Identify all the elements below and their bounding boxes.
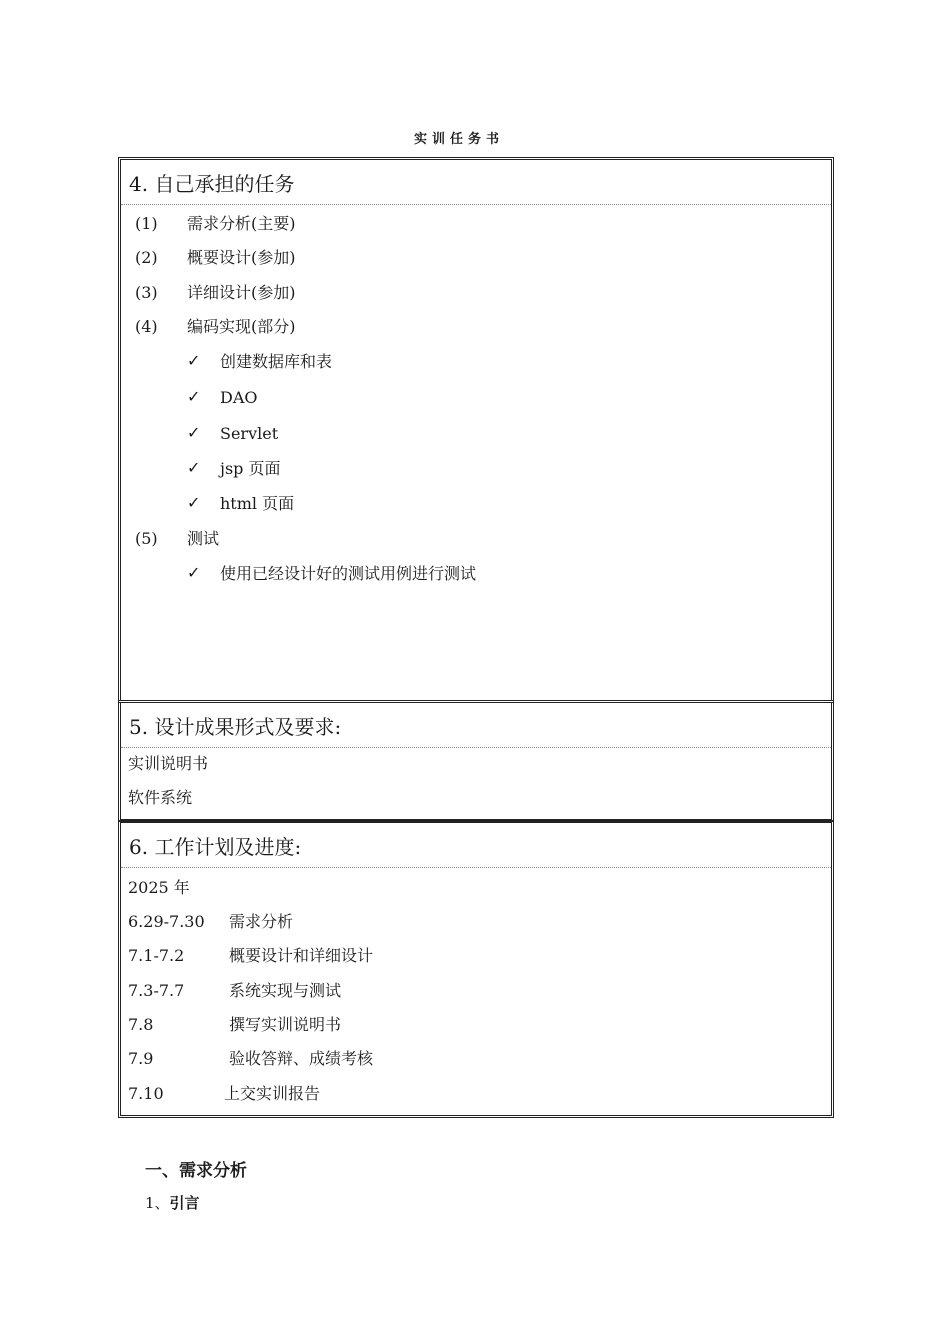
schedule-date: 7.9 (128, 1049, 154, 1068)
subtask-text: DAO (220, 388, 258, 407)
task-item-num: (4) (135, 317, 158, 336)
checkmark-icon: ✓ (187, 423, 201, 442)
page-header-title: 实训任务书 (413, 132, 504, 147)
schedule-date: 7.3-7.7 (128, 981, 185, 1000)
subsection-number: 1、 (145, 1194, 170, 1212)
schedule-task: 概要设计和详细设计 (229, 946, 374, 965)
subtask-text: 使用已经设计好的测试用例进行测试 (220, 564, 477, 583)
schedule-box (118, 820, 834, 1118)
subsection-heading (145, 1192, 200, 1213)
schedule-task: 撰写实训说明书 (229, 1015, 342, 1034)
subsection-title: 引言 (169, 1194, 200, 1212)
schedule-date: 7.8 (128, 1015, 154, 1034)
task-item-num: (1) (135, 214, 158, 233)
deliverables-box (118, 700, 834, 822)
schedule-date: 6.29-7.30 (128, 912, 205, 931)
schedule-task: 系统实现与测试 (229, 981, 342, 1000)
section-heading: 一、需求分析 (145, 1161, 247, 1181)
task-item-num: (5) (135, 529, 158, 548)
schedule-year: 2025 年 (128, 878, 190, 897)
schedule-task: 上交实训报告 (224, 1084, 321, 1103)
checkmark-icon: ✓ (187, 351, 201, 370)
task-item-text: 概要设计(参加) (187, 248, 296, 267)
task-item-text: 编码实现(部分) (187, 317, 296, 336)
task-box (118, 157, 834, 703)
task-item-text: 需求分析(主要) (187, 214, 296, 233)
task-item-text: 详细设计(参加) (187, 283, 296, 302)
schedule-task: 验收答辩、成绩考核 (229, 1049, 374, 1068)
subtask-text: html 页面 (220, 494, 295, 513)
checkmark-icon: ✓ (187, 493, 201, 512)
checkmark-icon: ✓ (187, 458, 201, 477)
task-item-text: 测试 (187, 529, 220, 548)
task-item-num: (2) (135, 248, 158, 267)
deliverables-box-title: 5. 设计成果形式及要求: (121, 703, 831, 748)
schedule-task: 需求分析 (229, 912, 294, 931)
subtask-text: Servlet (220, 424, 279, 443)
task-item-num: (3) (135, 283, 158, 302)
checkmark-icon: ✓ (187, 387, 201, 406)
schedule-date: 7.10 (128, 1084, 164, 1103)
deliverable-line: 软件系统 (128, 788, 193, 807)
schedule-box-title: 6. 工作计划及进度: (121, 823, 831, 868)
schedule-date: 7.1-7.2 (128, 946, 185, 965)
deliverable-line: 实训说明书 (128, 754, 209, 773)
subtask-text: 创建数据库和表 (220, 352, 333, 371)
checkmark-icon: ✓ (187, 563, 201, 582)
task-box-title: 4. 自己承担的任务 (121, 160, 831, 205)
subtask-text: jsp 页面 (220, 459, 281, 478)
